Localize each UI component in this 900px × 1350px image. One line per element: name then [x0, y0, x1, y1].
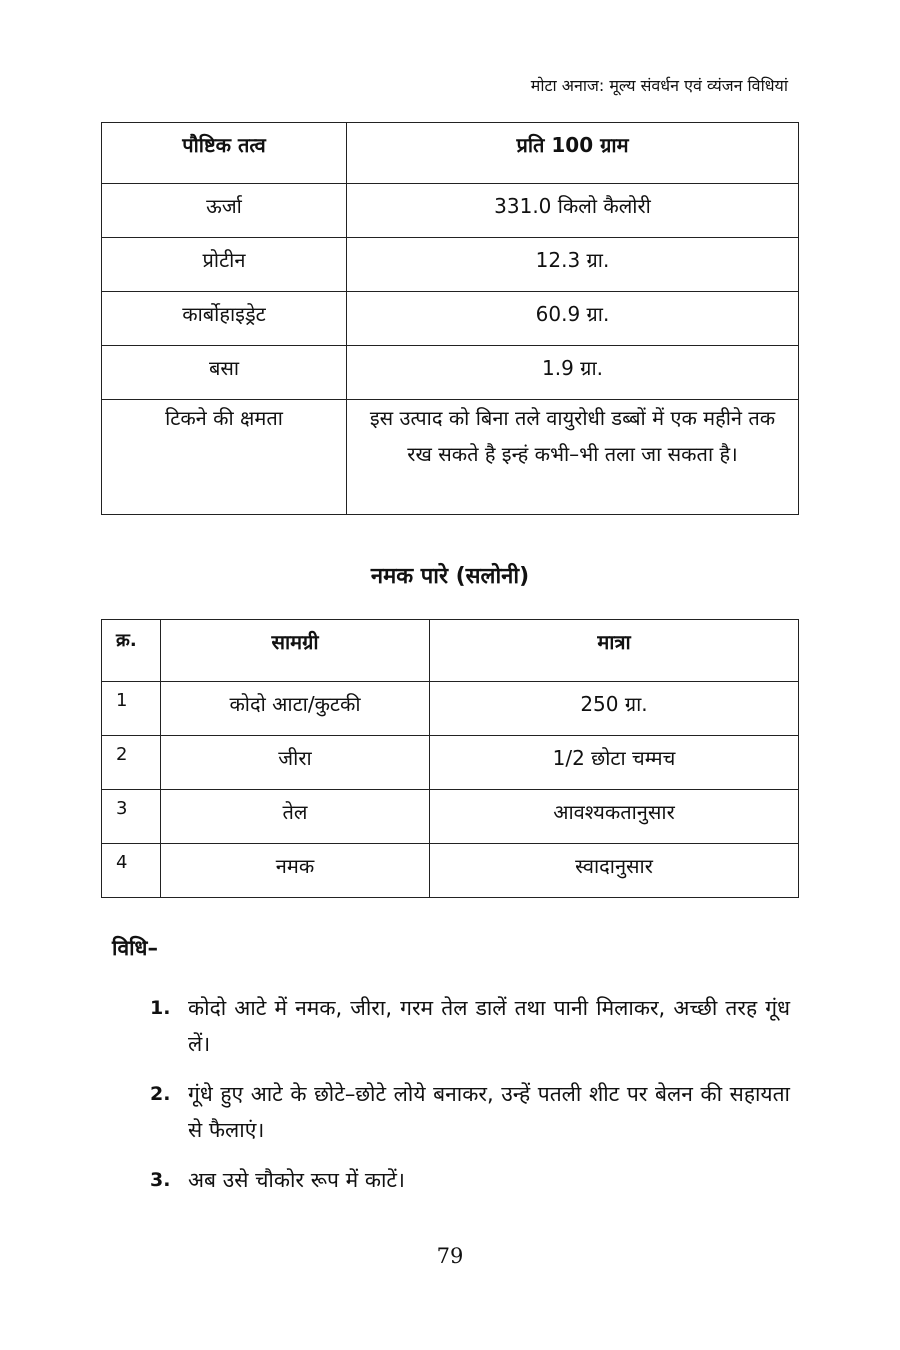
ingredients-table — [101, 619, 799, 898]
nutrient-name: टिकने की क्षमता — [102, 400, 347, 515]
nutrient-name: बसा — [102, 346, 347, 400]
ingredient-quantity: स्वादानुसार — [430, 844, 799, 898]
nutrient-value: 60.9 ग्रा. — [347, 292, 799, 346]
table-row — [102, 292, 799, 346]
serial-number: 2 — [102, 736, 161, 790]
ingredient-name: तेल — [161, 790, 430, 844]
step-number: 1. — [150, 997, 171, 1019]
step-number: 3. — [150, 1169, 171, 1191]
column-header: पौष्टिक तत्व — [102, 123, 347, 184]
list-item — [150, 1076, 790, 1148]
running-header: मोटा अनाज: मूल्य संवर्धन एवं व्यंजन विधियां — [530, 76, 788, 95]
method-steps-list — [150, 990, 790, 1212]
step-text: गूंधे हुए आटे के छोटे–छोटे लोये बनाकर, उन्हें पतली शीट पर बेलन की सहायता से फैलाएं। — [188, 1082, 790, 1142]
column-header: प्रति 100 ग्राम — [347, 123, 799, 184]
nutrition-table — [101, 122, 799, 515]
table-row — [102, 184, 799, 238]
recipe-title: नमक पारे (सलोनी) — [370, 564, 530, 589]
table-header-row — [102, 123, 799, 184]
nutrient-name: ऊर्जा — [102, 184, 347, 238]
nutrient-name: प्रोटीन — [102, 238, 347, 292]
ingredient-quantity: 250 ग्रा. — [430, 682, 799, 736]
table-row — [102, 238, 799, 292]
column-header: मात्रा — [430, 620, 799, 682]
table-row — [102, 400, 799, 515]
method-heading: विधि– — [112, 936, 158, 960]
nutrient-value: 1.9 ग्रा. — [347, 346, 799, 400]
step-text: कोदो आटे में नमक, जीरा, गरम तेल डालें तथा पानी मिलाकर, अच्छी तरह गूंध लें। — [188, 996, 790, 1056]
page-number: 79 — [436, 1244, 464, 1268]
list-item — [150, 990, 790, 1062]
nutrient-name: कार्बोहाइड्रेट — [102, 292, 347, 346]
ingredient-name: कोदो आटा/कुटकी — [161, 682, 430, 736]
nutrient-value: 331.0 किलो कैलोरी — [347, 184, 799, 238]
serial-number: 4 — [102, 844, 161, 898]
table-header-row — [102, 620, 799, 682]
list-item — [150, 1162, 790, 1198]
table-row — [102, 682, 799, 736]
table-row — [102, 790, 799, 844]
serial-number: 3 — [102, 790, 161, 844]
table-row — [102, 844, 799, 898]
serial-number: 1 — [102, 682, 161, 736]
table-row — [102, 346, 799, 400]
column-header: सामग्री — [161, 620, 430, 682]
column-header: क्र. — [102, 620, 161, 682]
step-text: अब उसे चौकोर रूप में काटें। — [188, 1168, 405, 1192]
ingredient-quantity: आवश्यकतानुसार — [430, 790, 799, 844]
step-number: 2. — [150, 1083, 171, 1105]
ingredient-name: नमक — [161, 844, 430, 898]
ingredient-name: जीरा — [161, 736, 430, 790]
table-row — [102, 736, 799, 790]
ingredient-quantity: 1/2 छोटा चम्मच — [430, 736, 799, 790]
nutrient-value: इस उत्पाद को बिना तले वायुरोधी डब्बों में एक महीने तक रख सकते है इन्हं कभी–भी तला जा सकता है। — [347, 400, 799, 515]
nutrient-value: 12.3 ग्रा. — [347, 238, 799, 292]
